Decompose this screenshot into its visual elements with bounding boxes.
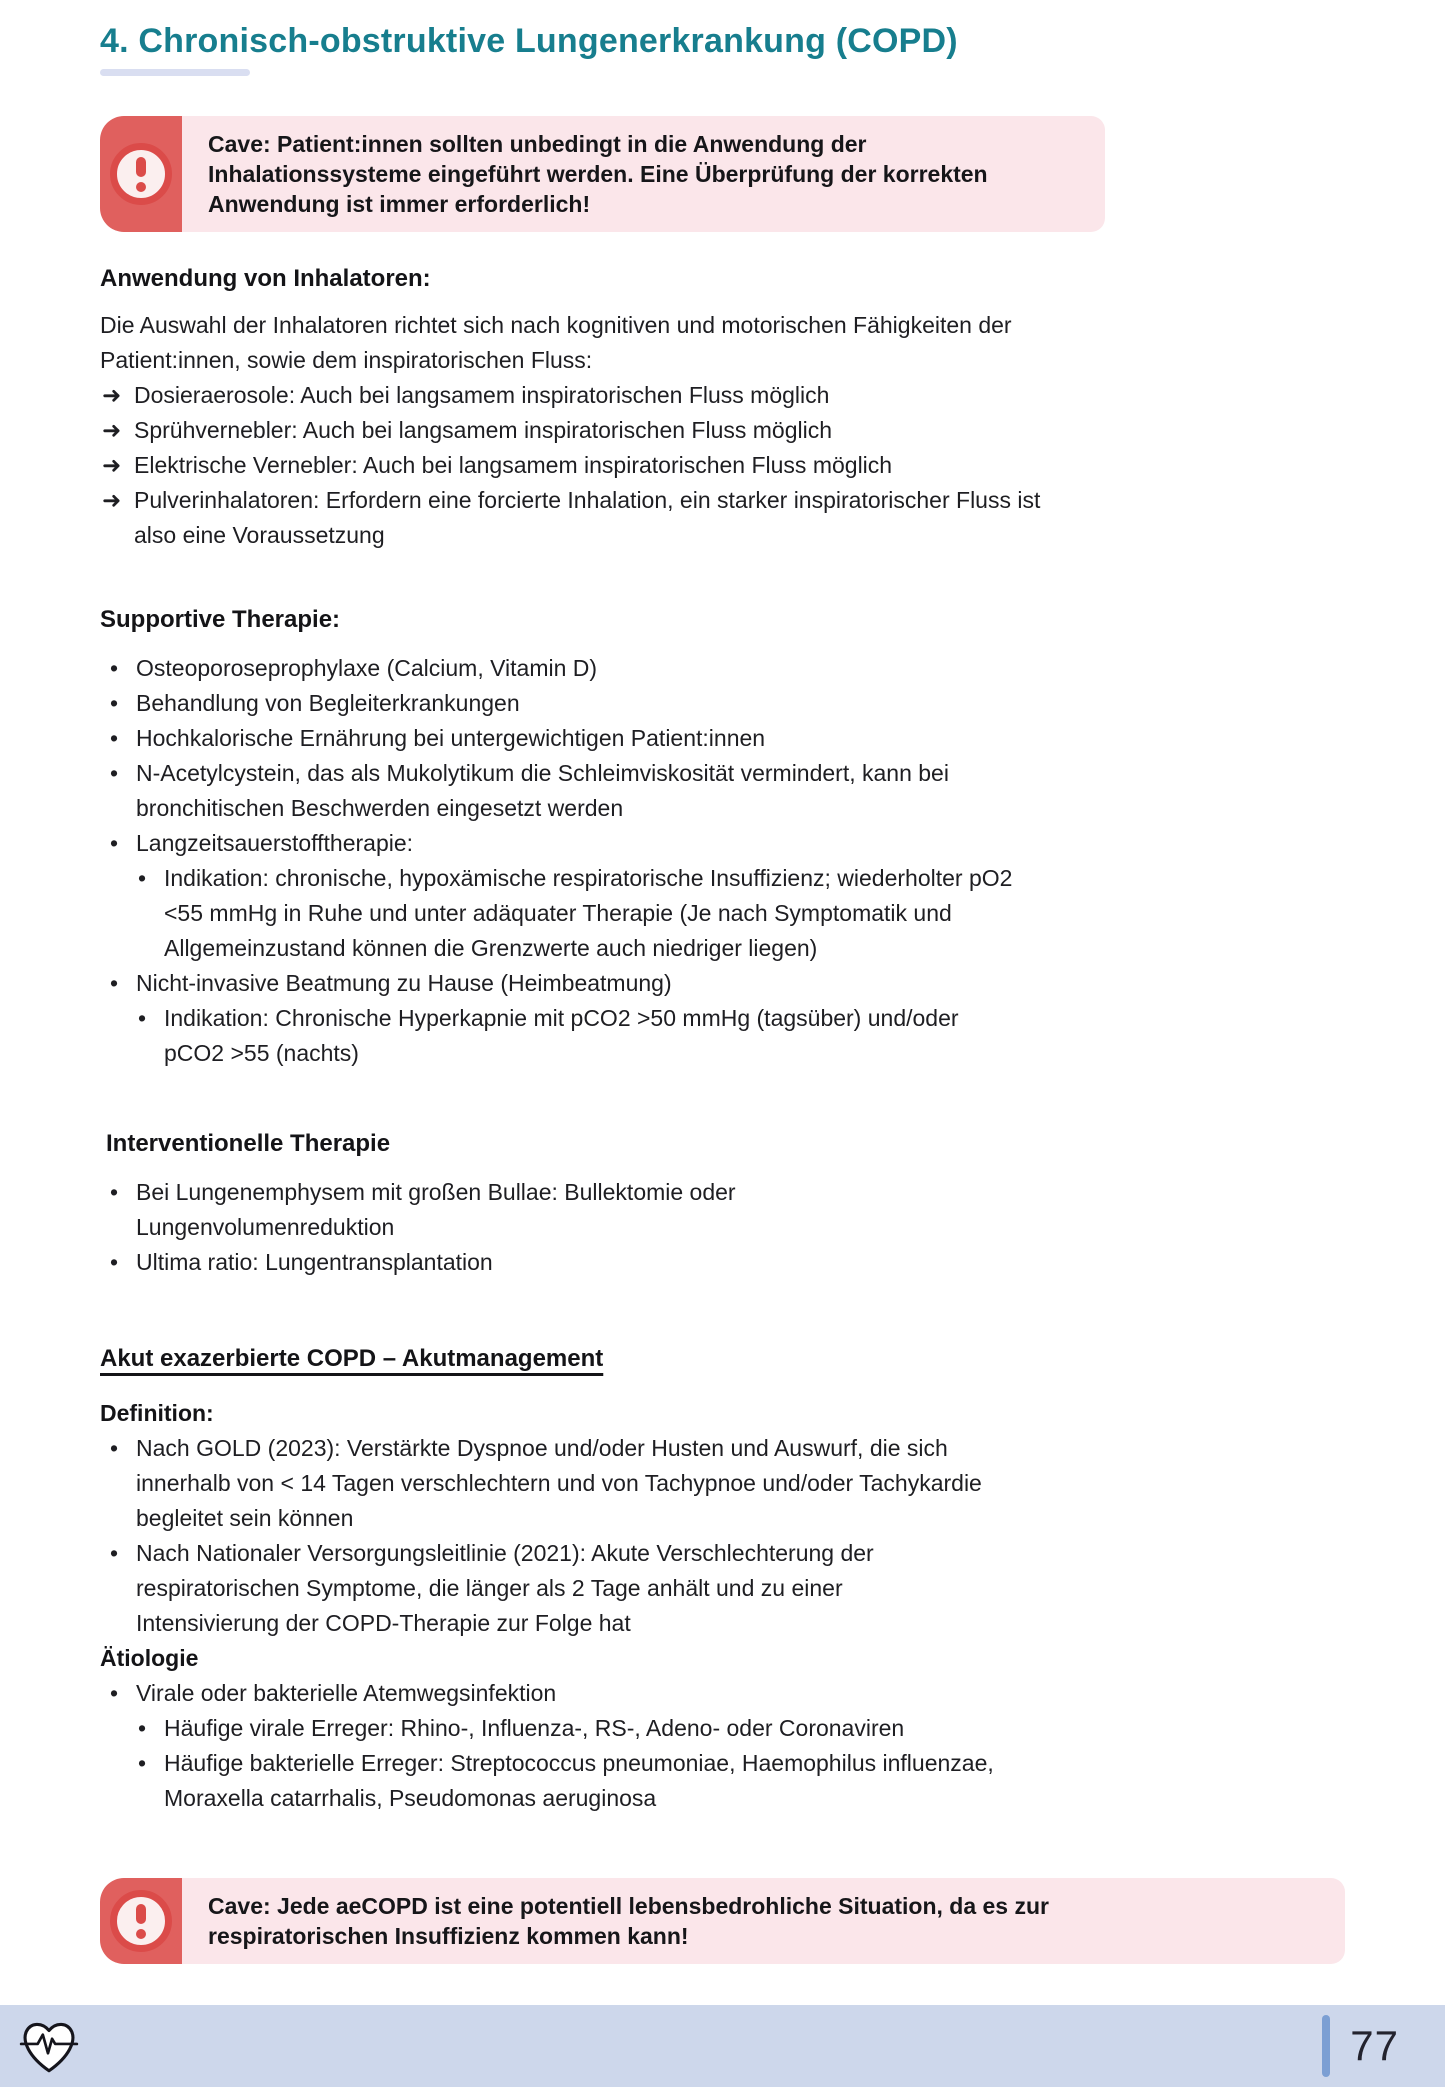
bullet-icon: • xyxy=(110,690,119,716)
sub-list-item xyxy=(128,1746,1345,1816)
warning-icon-tab xyxy=(100,116,182,232)
sub-list-item xyxy=(128,861,1345,966)
list-item xyxy=(100,1175,1345,1245)
exclamation-bar xyxy=(136,157,146,177)
list-item-text: Behandlung von Begleiterkrankungen xyxy=(136,690,520,716)
bullet-icon: • xyxy=(138,1715,147,1741)
list-item-text: Virale oder bakterielle Atemwegsinfektion xyxy=(136,1680,557,1706)
bullet-icon: • xyxy=(110,655,119,681)
page-number: 77 xyxy=(1350,2022,1399,2069)
list-item-text: Nach GOLD (2023): Verstärkte Dyspnoe und/oder Husten und Auswurf, die sich innerhalb von < 14 Tagen verschlechtern und von Tachypnoe und/oder Tachykardie begleitet sein können xyxy=(136,1435,982,1531)
list-item-text: N-Acetylcystein, das als Mukolytikum die Schleimviskosität vermindert, kann bei bronchitischen Beschwerden eingesetzt werden xyxy=(136,760,949,821)
section-heading-akut: Akut exazerbierte COPD – Akutmanagement xyxy=(100,1345,604,1372)
exclamation-dot xyxy=(136,182,146,192)
exclamation-bar xyxy=(136,1904,146,1924)
arrow-list-item xyxy=(100,448,1345,483)
bullet-icon: • xyxy=(138,1005,147,1031)
list-item xyxy=(100,686,1345,721)
list-item xyxy=(100,1245,1345,1280)
bullet-icon: • xyxy=(110,1435,119,1461)
sub-list-item xyxy=(128,1001,1345,1071)
arrow-item-text: Pulverinhalatoren: Erfordern eine forcierte Inhalation, ein starker inspiratorischer Fluss ist also eine Voraussetzung xyxy=(134,487,1041,548)
warning-icon-tab xyxy=(100,1878,182,1964)
footer-right xyxy=(1322,2015,1445,2077)
arrow-item-text: Dosieraerosole: Auch bei langsamem inspiratorischen Fluss möglich xyxy=(134,382,830,408)
sub-list-item-text: Häufige virale Erreger: Rhino-, Influenza-, RS-, Adeno- oder Coronaviren xyxy=(164,1715,905,1741)
bullet-icon: • xyxy=(138,865,147,891)
list-item xyxy=(100,1431,1345,1536)
bullet-icon: • xyxy=(110,1179,119,1205)
list-item xyxy=(100,826,1345,861)
bullet-icon: • xyxy=(110,830,119,856)
warning-box-top xyxy=(100,116,1105,232)
list-item xyxy=(100,651,1345,686)
list-item xyxy=(100,756,1345,826)
bullet-icon: • xyxy=(110,725,119,751)
warning-bottom-text: Cave: Jede aeCOPD ist eine potentiell lebensbedrohliche Situation, da es zur respiratorischen Insuffizienz kommen kann! xyxy=(208,1893,1049,1949)
list-item-text: Osteoporoseprophylaxe (Calcium, Vitamin D) xyxy=(136,655,598,681)
list-item-text: Nach Nationaler Versorgungsleitlinie (2021): Akute Verschlechterung der respiratorischen Symptome, die länger als 2 Tage anhält und zu einer Intensivierung der COPD-Therapie zur Folge hat xyxy=(136,1540,874,1636)
section-heading-supportive: Supportive Therapie: xyxy=(100,606,341,633)
arrow-item-text: Sprühvernebler: Auch bei langsamem inspiratorischen Fluss möglich xyxy=(134,417,833,443)
arrow-list-item xyxy=(100,483,1345,553)
list-item xyxy=(100,721,1345,756)
list-item-text: Nicht-invasive Beatmung zu Hause (Heimbeatmung) xyxy=(136,970,672,996)
inhalatoren-intro xyxy=(100,308,1345,378)
exclamation-dot xyxy=(136,1929,146,1939)
arrow-list-item xyxy=(100,413,1345,448)
list-item-text: Hochkalorische Ernährung bei untergewichtigen Patient:innen xyxy=(136,725,766,751)
bullet-icon: • xyxy=(110,1680,119,1706)
arrow-icon: ➜ xyxy=(102,452,122,478)
bullet-icon: • xyxy=(110,760,119,786)
sub-list-item-text: Häufige bakterielle Erreger: Streptococcus pneumoniae, Haemophilus influenzae, Moraxella catarrhalis, Pseudomonas aeruginosa xyxy=(164,1750,994,1811)
list-item-text: Ultima ratio: Lungentransplantation xyxy=(136,1249,493,1275)
sub-list-item-text: Indikation: chronische, hypoxämische respiratorische Insuffizienz; wiederholter pO2 <55 mmHg in Ruhe und unter adäquater Therapie (Je nach Symptomatik und Allgemeinzustand können die Grenzwerte auch niedriger liegen) xyxy=(164,865,1013,961)
page-title: 4. Chronisch-obstruktive Lungenerkrankung (COPD) xyxy=(100,22,958,60)
title-underline xyxy=(100,69,250,76)
warning-box-bottom xyxy=(100,1878,1345,1964)
sub-list-item xyxy=(128,1711,1345,1746)
list-item xyxy=(100,1536,1345,1641)
exclamation-icon xyxy=(110,143,172,205)
arrow-icon: ➜ xyxy=(102,487,122,513)
list-item-text: Langzeitsauerstofftherapie: xyxy=(136,830,414,856)
warning-top-text: Cave: Patient:innen sollten unbedingt in die Anwendung der Inhalationssysteme eingeführt werden. Eine Überprüfung der korrekten Anwendung ist immer erforderlich! xyxy=(208,131,988,217)
warning-body xyxy=(182,116,1105,232)
arrow-icon: ➜ xyxy=(102,382,122,408)
list-item xyxy=(100,1676,1345,1711)
inhalatoren-intro-text: Die Auswahl der Inhalatoren richtet sich nach kognitiven und motorischen Fähigkeiten der Patient:innen, sowie dem inspiratorischen Fluss: xyxy=(100,312,1012,373)
arrow-item-text: Elektrische Vernebler: Auch bei langsamem inspiratorischen Fluss möglich xyxy=(134,452,893,478)
section-heading-inhalatoren: Anwendung von Inhalatoren: xyxy=(100,265,431,292)
arrow-icon: ➜ xyxy=(102,417,122,443)
arrow-list-item xyxy=(100,378,1345,413)
bullet-icon: • xyxy=(110,1540,119,1566)
sub-list-item-text: Indikation: Chronische Hyperkapnie mit pCO2 >50 mmHg (tagsüber) und/oder pCO2 >55 (nachts) xyxy=(164,1005,959,1066)
subheading-aetiologie: Ätiologie xyxy=(100,1645,199,1671)
subheading-definition: Definition: xyxy=(100,1400,214,1426)
warning-body xyxy=(182,1878,1345,1964)
bullet-icon: • xyxy=(110,1249,119,1275)
section-heading-interventionell: Interventionelle Therapie xyxy=(106,1130,391,1157)
page-footer xyxy=(0,2005,1445,2087)
list-item xyxy=(100,966,1345,1001)
footer-divider xyxy=(1322,2015,1330,2077)
bullet-icon: • xyxy=(110,970,119,996)
bullet-icon: • xyxy=(138,1750,147,1776)
heartbeat-icon xyxy=(16,2013,82,2079)
list-item-text: Bei Lungenemphysem mit großen Bullae: Bullektomie oder Lungenvolumenreduktion xyxy=(136,1179,736,1240)
exclamation-icon xyxy=(110,1890,172,1952)
